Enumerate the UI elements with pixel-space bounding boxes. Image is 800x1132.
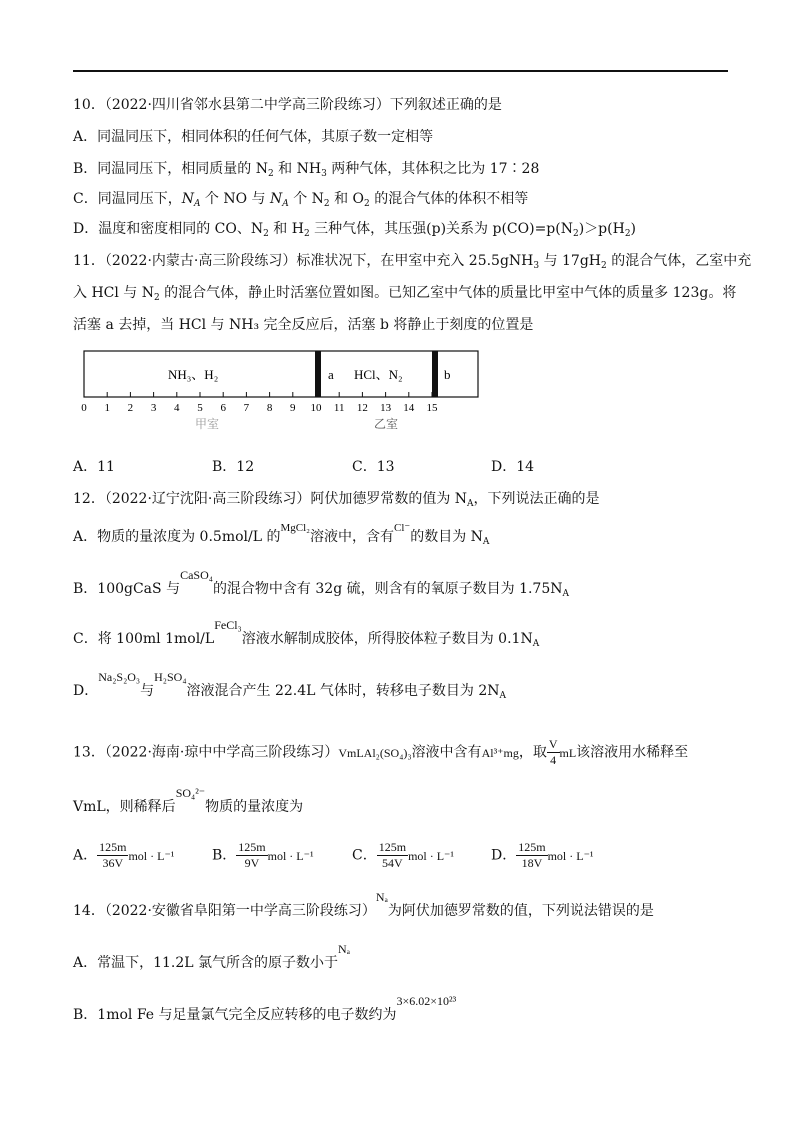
q13-b-num: 125m xyxy=(238,840,266,854)
cylinder-outline xyxy=(84,351,478,397)
q12-d-formula1: Na₂S₂O₃ xyxy=(98,670,141,684)
q12-stem-text: 12．（2022·辽宁沈阳·高三阶段练习）阿伏加德罗常数的值为 N xyxy=(73,491,468,507)
q10-c-part2: 个 NO 与 xyxy=(200,191,270,207)
q10-c-part5: 的混合气体的体积不相等 xyxy=(369,191,529,207)
q11-l1-sub1: 3 xyxy=(533,261,540,271)
q14-b-formula: 3×6.02×10²³ xyxy=(396,994,457,1008)
q13-d-num: 125m xyxy=(518,840,546,854)
q13-c-label: C． xyxy=(352,847,377,864)
q10-c-na1: N xyxy=(181,191,194,207)
q12-b-sub: A xyxy=(562,589,569,599)
scale-tick-label: 6 xyxy=(220,402,226,414)
q11-l2-sub: 2 xyxy=(154,293,160,303)
q13-d-den: 18V xyxy=(521,856,543,870)
q13-a-unit: mol · L⁻¹ xyxy=(128,848,175,863)
q13-c-frac xyxy=(377,840,408,871)
scale-tick-label: 7 xyxy=(243,402,250,414)
q13-c-den: 54V xyxy=(382,856,403,870)
top-rule xyxy=(73,70,728,72)
q13-option-d xyxy=(491,840,594,871)
q10-b-part3: 两种气体，其体积之比为 17∶28 xyxy=(326,161,540,177)
q10-stem xyxy=(73,96,502,114)
q10-c-part4: 和 O xyxy=(329,191,365,207)
piston-a xyxy=(315,351,321,397)
q13-a-num: 125m xyxy=(99,840,127,854)
scale-tick-label: 0 xyxy=(81,402,87,414)
q13-b-frac xyxy=(236,840,267,871)
q10-option-b xyxy=(73,160,539,183)
q13-option-b xyxy=(212,840,314,871)
scale-tick-label: 2 xyxy=(127,402,134,414)
q14-formula: Nₐ xyxy=(375,890,388,904)
q11-option-c: C．13 xyxy=(352,459,395,475)
q12-d-formula2: H₂SO₄ xyxy=(154,670,187,684)
q12-option-d xyxy=(73,670,506,705)
q12-option-c xyxy=(73,618,540,653)
scale-ticks xyxy=(81,392,438,414)
q10-stem-text: 10．（2022·四川省邻水县第二中学高三阶段练习）下列叙述正确的是 xyxy=(73,97,502,113)
q10-option-d xyxy=(73,220,636,243)
q13-c-num: 125m xyxy=(378,840,407,854)
scale-tick-label: 1 xyxy=(104,402,110,414)
q10-c-part1: C．同温同压下， xyxy=(73,191,182,207)
q13-frac-num: V xyxy=(548,737,558,751)
q13-frac-unit: mL xyxy=(559,745,577,760)
piston-b xyxy=(432,351,438,397)
q12-d-part3: 溶液混合产生 22.4L 气体时，转移电子数目为 2N xyxy=(186,683,500,699)
q12-d-sub: A xyxy=(499,691,506,701)
q10-d-sub1: 2 xyxy=(263,229,269,239)
q13-l2-part2: 物质的量浓度为 xyxy=(205,799,304,815)
q11-line1 xyxy=(73,252,751,275)
q11-l1-part2: 与 17gH xyxy=(539,253,602,269)
q14-a-part1: A．常温下，11.2L 氯气所含的原子数小于 xyxy=(73,955,339,971)
q13-d-label: D． xyxy=(491,847,517,864)
q12-stem-post: ，下列说法正确的是 xyxy=(473,491,600,507)
q12-a-formula1: MgCl₂ xyxy=(280,522,310,534)
q13-part1: 13．（2022·海南·琼中中学高三阶段练习） xyxy=(73,744,339,761)
scale-tick-label: 4 xyxy=(174,402,180,414)
q14-b-part1: B．1mol Fe 与足量氯气完全反应转移的电子数约为 xyxy=(73,1007,397,1023)
q12-c-sub: A xyxy=(532,639,540,649)
q13-frac-den: 4 xyxy=(550,753,557,767)
room-right-label: 乙室 xyxy=(374,417,399,430)
scale-tick-label: 11 xyxy=(333,402,345,414)
scale-tick-label: 10 xyxy=(310,402,322,414)
scale-tick-label: 14 xyxy=(403,402,415,414)
scale-tick-label: 12 xyxy=(356,402,368,414)
q11-l3-text: 活塞 a 去掉，当 HCl 与 NH₃ 完全反应后，活塞 b 将静止于刻度的位置是 xyxy=(73,317,534,333)
q12-c-part2: 溶液水解制成胶体，所得胶体粒子数目为 0.1N xyxy=(241,631,533,647)
q13-fraction xyxy=(547,737,560,768)
q13-b-unit: mol · L⁻¹ xyxy=(267,848,314,863)
q10-option-c xyxy=(73,190,528,213)
q13-option-c xyxy=(352,840,454,871)
q12-a-part3: 的数目为 N xyxy=(410,529,483,545)
q10-d-sub2: 2 xyxy=(303,229,310,239)
q10-c-part3: 个 N xyxy=(288,191,324,207)
q10-b-sub: 2 xyxy=(268,169,274,179)
q12-option-b xyxy=(73,568,569,603)
q12-stem-sub: A xyxy=(467,499,474,509)
q11-option-a: A．11 xyxy=(73,459,115,475)
q10-d-part1: D．温度和密度相同的 CO、N xyxy=(73,221,264,237)
scale-tick-label: 8 xyxy=(266,402,273,414)
q13-d-frac xyxy=(516,840,547,871)
q10-b-part2: 和 NH xyxy=(273,161,322,177)
q12-d-part2: 与 xyxy=(140,683,155,699)
q11-line3 xyxy=(73,316,533,334)
q13-a-frac xyxy=(97,840,128,871)
q10-c-na2-sub: A xyxy=(282,199,289,209)
q12-a-sub: A xyxy=(482,537,490,547)
q10-b-sub3: 3 xyxy=(321,169,327,179)
q11-option-d: D．14 xyxy=(491,459,535,475)
q12-a-formula2: Cl⁻ xyxy=(394,522,411,534)
q10-c-sub2: 2 xyxy=(364,199,370,209)
right-gas-label: HCl、N₂ xyxy=(354,367,403,382)
scale-tick-label: 15 xyxy=(426,402,438,414)
piston-b-label: b xyxy=(444,367,451,382)
q11-l1-part1: 11．（2022·内蒙古·高三阶段练习）标准状况下，在甲室中充入 25.5gNH xyxy=(73,253,534,269)
q12-a-part1: A．物质的量浓度为 0.5mol/L 的 xyxy=(73,529,281,545)
q12-b-part2: 的混合物中含有 32g 硫，则含有的氧原子数目为 1.75N xyxy=(212,581,563,597)
q10-d-part4: )＞p(H xyxy=(578,221,625,237)
q13-part2: 溶液中含有 xyxy=(411,744,482,761)
q10-d-part5: ) xyxy=(630,221,637,237)
q13-l2-part1: VmL，则稀释后 xyxy=(73,799,176,815)
q11-l1-sub2: 2 xyxy=(601,261,607,271)
q12-c-formula: FeCl₃ xyxy=(214,618,242,632)
scale-tick-label: 3 xyxy=(150,402,157,414)
q10-option-a-text: A．同温同压下，相同体积的任何气体，其原子数一定相等 xyxy=(73,129,434,145)
q13-d-unit: mol · L⁻¹ xyxy=(547,848,594,863)
q10-d-sub3: 2 xyxy=(572,229,579,239)
q10-d-part3: 三种气体，其压强(p)关系为 p(CO)=p(N xyxy=(309,221,573,237)
q13-a-label: A． xyxy=(73,847,98,864)
scale-tick-label: 13 xyxy=(380,402,392,414)
q13-line2 xyxy=(73,786,304,816)
scale-tick-label: 5 xyxy=(197,402,203,414)
q10-c-sub1: 2 xyxy=(323,199,330,209)
q11-l2-part1: 入 HCl 与 N xyxy=(73,285,154,301)
q12-c-part1: C．将 100ml 1mol/L xyxy=(73,631,215,647)
q12-b-part1: B．100gCaS 与 xyxy=(73,581,181,597)
q13-b-label: B． xyxy=(212,847,237,864)
q11-l2-part2: 的混合气体，静止时活塞位置如图。已知乙室中气体的质量比甲室中气体的质量多 123g。将 xyxy=(159,285,737,301)
q13-option-a xyxy=(73,840,174,871)
q10-c-na1-sub: A xyxy=(193,199,201,209)
q12-stem xyxy=(73,490,600,513)
q10-c-na2: N xyxy=(270,191,283,207)
q13-formula2: Al³⁺mg xyxy=(481,745,519,760)
q13-formula1: VmLAl₂(SO₄)₃ xyxy=(338,745,412,760)
q11-l1-part3: 的混合气体，乙室中充 xyxy=(606,253,752,269)
q12-b-formula: CaSO₄ xyxy=(180,568,213,582)
piston-a-label: a xyxy=(328,367,334,382)
q11-option-b: B．12 xyxy=(212,459,255,475)
q14-a-formula: Nₐ xyxy=(338,942,350,956)
q14-part1: 14．（2022·安徽省阜阳第一中学高三阶段练习） xyxy=(73,903,376,919)
q11-line2 xyxy=(73,284,736,307)
q10-option-a xyxy=(73,128,433,146)
q10-d-part2: 和 H xyxy=(268,221,304,237)
q14-stem xyxy=(73,890,654,920)
q14-part2: 为阿伏加德罗常数的值，下列说法错误的是 xyxy=(387,903,654,919)
scale-tick-label: 9 xyxy=(290,402,296,414)
q13-c-unit: mol · L⁻¹ xyxy=(408,848,454,863)
q13-b-den: 9V xyxy=(244,856,260,870)
room-left-label: 甲室 xyxy=(195,417,220,430)
q12-option-a xyxy=(73,522,490,551)
q13-part4: 该溶液用水稀释至 xyxy=(576,744,689,761)
piston-diagram xyxy=(70,345,490,430)
q14-option-a xyxy=(73,942,350,972)
q12-a-part2: 溶液中，含有 xyxy=(310,529,394,545)
q10-b-part1: B．同温同压下，相同质量的 N xyxy=(73,161,268,177)
q13-a-den: 36V xyxy=(102,856,124,870)
q10-d-sub4: 2 xyxy=(624,229,631,239)
q12-d-part1: D． xyxy=(73,683,99,699)
q13-l2-formula: SO₄²⁻ xyxy=(175,786,206,800)
left-gas-label: NH₃、H₂ xyxy=(168,367,219,382)
q13-stem xyxy=(73,737,688,768)
q14-option-b xyxy=(73,994,457,1024)
q13-part3: ，取 xyxy=(518,744,547,761)
